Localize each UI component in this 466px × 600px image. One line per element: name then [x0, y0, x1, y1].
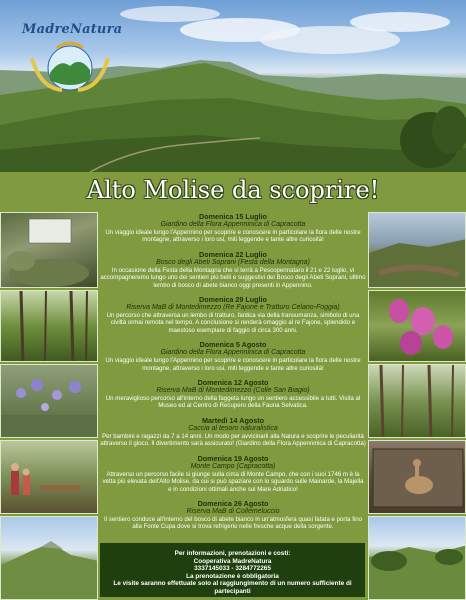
event-date: Domenica 29 Luglio	[199, 295, 267, 305]
event-description: Un meraviglioso percorso all'interno della faggeta lungo un sentiero accessibile a tutti. Visita al Museo ed al Centro di Recupero della Fauna Selvatica.	[105, 395, 361, 410]
logo-text: MadreNatura	[22, 22, 123, 37]
event-date: Martedì 14 Agosto	[201, 415, 265, 425]
event-item	[100, 416, 366, 448]
event-item	[100, 454, 366, 493]
event-description: In occasione della Festa della Montagna che si terrà a Pescopennataro il 21 e 22 luglio, vi accompagneremo lungo uno dei sentieri più belli e suggestivi del Bosco degli Abeti Soprani, ultimo lembo di bosco di abete bianco oggi presenti in Appennino.	[100, 266, 366, 289]
event-date: Domenica 22 Luglio	[199, 249, 267, 259]
photo-mountain-summit	[0, 516, 98, 600]
info-organization: Cooperativa MadreNatura	[193, 557, 272, 565]
event-place: Riserva MaB di Collemeluccio	[186, 507, 280, 515]
info-participants-note: Le visite saranno effettuate solo al raggiungimento di un numero sufficiente di partecipanti	[113, 580, 352, 595]
event-description: Un viaggio ideale lungo l'Appennino per scoprire e conoscere in particolare la flora delle nostre montagne, attraverso i loro usi, miti leggende e tante altre curiosità!	[105, 357, 361, 372]
photo-flora-garden	[0, 212, 98, 288]
event-place: Riserva MaB di Montedimezzo (Colle San Biagio)	[156, 387, 310, 395]
event-place: Caccia al tesoro naturalistica	[188, 424, 278, 432]
info-heading: Per informazioni, prenotazioni e costi:	[174, 550, 291, 557]
event-date: Domenica 26 Agosto	[197, 498, 269, 508]
event-item	[100, 295, 366, 334]
info-booking-required: La prenotazione è obbligatoria	[186, 572, 279, 580]
event-place: Giardino della Flora Appenninica di Capracotta	[160, 349, 306, 357]
photo-foxglove-flowers	[368, 290, 466, 362]
photo-lavender-flowers	[0, 364, 98, 438]
events-list	[100, 212, 366, 537]
event-date: Domenica 15 Luglio	[199, 212, 267, 221]
photo-mountain-meadow	[368, 516, 466, 600]
photo-children-forest	[0, 440, 98, 514]
photo-deer-museum	[368, 440, 466, 514]
event-item	[100, 250, 366, 289]
event-date: Domenica 19 Agosto	[197, 453, 269, 463]
photo-beech-forest	[0, 290, 98, 362]
event-description: Il sentiero conduce all'interno del bosco di abete bianco in un'atmosfera quasi fatata e porta fino alla Fonte Cupa dove si trova refrigerio nelle fresche acque della sorgente.	[103, 515, 363, 531]
event-place: Riserva MaB di Montedimezzo (Re Fajone e Tratturo Celano-Foggia)	[126, 304, 340, 312]
event-item	[100, 340, 366, 372]
event-description: Un percorso che attraversa un lembo di tratturo, fantica via della transumanza, simbolo di una civiltà ormai remota nel tempo. A conclusione si renderà omaggio al re Fajone, splendido e maestoso esemplare di faggio di circa 300 anni.	[106, 312, 360, 334]
info-box	[100, 543, 365, 597]
event-description: Un viaggio ideale lungo l'Appennino per scoprire e conoscere in particolare la flora delle nostre montagne, attraverso i loro usi, miti leggende e tante altre curiosità!	[105, 229, 361, 244]
photo-forest-path	[368, 364, 466, 438]
event-item	[100, 499, 366, 531]
hero-landscape-photo	[0, 0, 466, 172]
event-description: Per bambini e ragazzi da 7 a 14 anni. Un modo per avvicinarli alla Natura e scoprire le peculiarità attraverso il gioco. Il divertimento sarà assicurato! (Giardino della Flora Appenninica di Capracotta)	[100, 432, 366, 448]
event-date: Domenica 12 Agosto	[197, 378, 269, 388]
info-phone: 3337145033 - 3284772265	[194, 565, 271, 573]
event-place: Giardino della Flora Appenninica di Capracotta	[160, 221, 306, 228]
event-description: Attraverso un percorso facile si giunge sulla cima di Monte Campo, che con i suoi 1746 m è la vetta più elevata dell'Alto Molise, da cui si può spaziare con lo sguardo sulle Mainarde, la Majella e in condizioni ottimali anche sul Mare Adriatico!	[102, 470, 364, 493]
event-place: Bosco degli Abeti Soprani (Festa della Montagna)	[156, 258, 310, 266]
page-title: Alto Molise da scoprire!	[86, 176, 380, 204]
photo-hill-landscape	[368, 212, 466, 288]
event-item	[100, 378, 366, 410]
event-date: Domenica 5 Agosto	[199, 340, 267, 350]
event-item	[100, 212, 366, 244]
event-place: Monte Campo (Capracotta)	[190, 462, 276, 470]
